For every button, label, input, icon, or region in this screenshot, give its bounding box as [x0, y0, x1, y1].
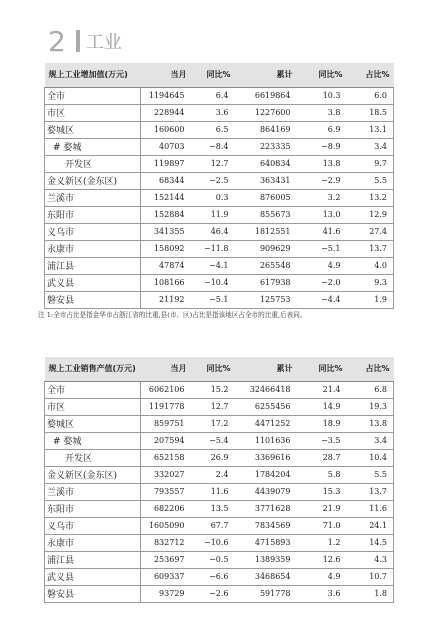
row-label: 开发区: [45, 155, 141, 172]
table-cell: 4471252: [235, 415, 297, 432]
table-cell: 0.3: [191, 189, 235, 206]
table-cell: 3.4: [347, 138, 394, 155]
row-label: 市区: [45, 398, 141, 415]
table-cell: 793557: [141, 483, 191, 500]
column-header: 当月: [141, 63, 191, 87]
table-row: [45, 172, 394, 189]
table-cell: 3.2: [297, 189, 347, 206]
table-cell: 6.5: [191, 121, 235, 138]
table-cell: 2.4: [191, 466, 235, 483]
table-cell: −2.0: [297, 274, 347, 291]
row-label: 永康市: [45, 240, 141, 257]
table-cell: −8.9: [297, 138, 347, 155]
table-cell: 160600: [141, 121, 191, 138]
table-row: [45, 223, 394, 240]
table-cell: 3.4: [347, 432, 394, 449]
table-cell: 71.0: [297, 517, 347, 534]
row-label: 浦江县: [45, 551, 141, 568]
row-label: 金义新区(金东区): [45, 172, 141, 189]
table-cell: −5.1: [191, 291, 235, 308]
table-cell: −2.6: [191, 585, 235, 602]
table-cell: 12.7: [191, 155, 235, 172]
table-cell: 909629: [235, 240, 297, 257]
table-cell: 26.9: [191, 449, 235, 466]
table-cell: 617938: [235, 274, 297, 291]
table-cell: 332027: [141, 466, 191, 483]
table-cell: 152884: [141, 206, 191, 223]
table-cell: 108166: [141, 274, 191, 291]
table-cell: 5.5: [347, 172, 394, 189]
header-label: 规上工业销售产值(万元): [45, 357, 141, 381]
table-cell: 40703: [141, 138, 191, 155]
table-row: [45, 415, 394, 432]
table-cell: 6.0: [347, 87, 394, 104]
table-cell: 1227600: [235, 104, 297, 121]
table-row: [45, 398, 394, 415]
table-footnote: 注 1:全市占比是指金华市占浙江省的比重,县(市、区)占比是指该地区占全市的比重,后表同。: [38, 311, 307, 319]
table-cell: 13.1: [347, 121, 394, 138]
table-cell: −2.9: [297, 172, 347, 189]
table-cell: −3.5: [297, 432, 347, 449]
row-label: 市区: [45, 104, 141, 121]
table-cell: 1101636: [235, 432, 297, 449]
table-cell: 253697: [141, 551, 191, 568]
table-cell: 652158: [141, 449, 191, 466]
table-cell: −2.5: [191, 172, 235, 189]
table-cell: 1784204: [235, 466, 297, 483]
row-label: 兰溪市: [45, 483, 141, 500]
table-cell: −6.6: [191, 568, 235, 585]
table-cell: 46.4: [191, 223, 235, 240]
table-row: [45, 551, 394, 568]
table-cell: 5.5: [347, 466, 394, 483]
row-label: 全市: [45, 381, 141, 398]
row-label: 金义新区(金东区): [45, 466, 141, 483]
table-row: [45, 240, 394, 257]
table-cell: 21.9: [297, 500, 347, 517]
column-header: 占比%: [347, 357, 394, 381]
row-label: 东阳市: [45, 206, 141, 223]
table-cell: −4.4: [297, 291, 347, 308]
table-cell: 13.2: [347, 189, 394, 206]
row-label: 全市: [45, 87, 141, 104]
table-cell: 10.4: [347, 449, 394, 466]
table-cell: 9.3: [347, 274, 394, 291]
table-cell: 158092: [141, 240, 191, 257]
table-cell: 207594: [141, 432, 191, 449]
table-row: [45, 500, 394, 517]
table-cell: 10.7: [347, 568, 394, 585]
table-row: [45, 291, 394, 308]
table-cell: 12.7: [191, 398, 235, 415]
column-header: 累计: [235, 357, 297, 381]
section-title: 工业: [85, 32, 122, 53]
table-row: [45, 381, 394, 398]
table-cell: 32466418: [235, 381, 297, 398]
table-cell: 363431: [235, 172, 297, 189]
row-label: 武义县: [45, 568, 141, 585]
table-cell: 24.1: [347, 517, 394, 534]
table-cell: 265548: [235, 257, 297, 274]
table-cell: 3.6: [191, 104, 235, 121]
column-header: 占比%: [347, 63, 394, 87]
table-cell: 13.5: [191, 500, 235, 517]
table-cell: 1191778: [141, 398, 191, 415]
table-cell: 13.0: [297, 206, 347, 223]
table-cell: 14.5: [347, 534, 394, 551]
table-cell: 12.6: [297, 551, 347, 568]
table-cell: −4.1: [191, 257, 235, 274]
table-cell: 4.3: [347, 551, 394, 568]
table-cell: 876005: [235, 189, 297, 206]
table-cell: 640834: [235, 155, 297, 172]
section-divider-bar: [76, 30, 80, 52]
table-cell: 6062106: [141, 381, 191, 398]
table-cell: −5.4: [191, 432, 235, 449]
table-cell: 13.7: [347, 240, 394, 257]
table-cell: 228944: [141, 104, 191, 121]
table-header-row: [45, 357, 394, 381]
table-cell: 3369616: [235, 449, 297, 466]
section-header: [48, 24, 122, 58]
table-cell: 152144: [141, 189, 191, 206]
table-cell: 28.7: [297, 449, 347, 466]
table-cell: 18.5: [347, 104, 394, 121]
row-label: # 婺城: [45, 138, 141, 155]
table-cell: 864169: [235, 121, 297, 138]
table-cell: 67.7: [191, 517, 235, 534]
table-row: [45, 257, 394, 274]
table-cell: 3.6: [297, 585, 347, 602]
table-row: [45, 432, 394, 449]
table-cell: 1.9: [347, 291, 394, 308]
table-row: [45, 155, 394, 172]
table-cell: 1.2: [297, 534, 347, 551]
table-row: [45, 585, 394, 602]
section-number: 2: [48, 24, 66, 58]
column-header: 同比%: [297, 357, 347, 381]
row-label: 义乌市: [45, 223, 141, 240]
table-cell: 1812551: [235, 223, 297, 240]
table-cell: 11.9: [191, 206, 235, 223]
table-row: [45, 189, 394, 206]
column-header: 同比%: [297, 63, 347, 87]
table-cell: 15.2: [191, 381, 235, 398]
table-cell: 68344: [141, 172, 191, 189]
industrial-sales-output-table: [44, 357, 394, 603]
table-row: [45, 274, 394, 291]
table-cell: −8.4: [191, 138, 235, 155]
row-label: 开发区: [45, 449, 141, 466]
table-cell: 6.9: [297, 121, 347, 138]
row-label: 武义县: [45, 274, 141, 291]
table-cell: 10.3: [297, 87, 347, 104]
table-row: [45, 206, 394, 223]
table-cell: 1389359: [235, 551, 297, 568]
table-cell: 21192: [141, 291, 191, 308]
row-label: # 婺城: [45, 432, 141, 449]
table-cell: 6.8: [347, 381, 394, 398]
table-cell: 1605090: [141, 517, 191, 534]
table-cell: 591778: [235, 585, 297, 602]
table-cell: −10.6: [191, 534, 235, 551]
table-cell: 18.9: [297, 415, 347, 432]
row-label: 东阳市: [45, 500, 141, 517]
table-cell: 4439079: [235, 483, 297, 500]
table-row: [45, 138, 394, 155]
table-cell: 3771628: [235, 500, 297, 517]
table-cell: 6619864: [235, 87, 297, 104]
table-cell: 223335: [235, 138, 297, 155]
table-cell: 609337: [141, 568, 191, 585]
row-label: 永康市: [45, 534, 141, 551]
row-label: 磐安县: [45, 291, 141, 308]
row-label: 兰溪市: [45, 189, 141, 206]
table-row: [45, 87, 394, 104]
row-label: 婺城区: [45, 121, 141, 138]
table-cell: −0.5: [191, 551, 235, 568]
row-label: 义乌市: [45, 517, 141, 534]
table-cell: 6.4: [191, 87, 235, 104]
table-cell: 9.7: [347, 155, 394, 172]
table-cell: 15.3: [297, 483, 347, 500]
table-cell: 682206: [141, 500, 191, 517]
table-cell: 4.9: [297, 568, 347, 585]
table-cell: 125753: [235, 291, 297, 308]
table-cell: 4715893: [235, 534, 297, 551]
table-cell: 11.6: [347, 500, 394, 517]
table-cell: 47874: [141, 257, 191, 274]
table-cell: 859751: [141, 415, 191, 432]
table-cell: 832712: [141, 534, 191, 551]
column-header: 累计: [235, 63, 297, 87]
table-cell: 11.6: [191, 483, 235, 500]
table-cell: 341355: [141, 223, 191, 240]
table-row: [45, 121, 394, 138]
table-cell: 5.8: [297, 466, 347, 483]
header-label: 规上工业增加值(万元): [45, 63, 141, 87]
industrial-value-added-table: [44, 63, 394, 309]
table-row: [45, 568, 394, 585]
row-label: 婺城区: [45, 415, 141, 432]
table-cell: −5.1: [297, 240, 347, 257]
table-cell: −11.8: [191, 240, 235, 257]
table-cell: 93729: [141, 585, 191, 602]
table-cell: 13.8: [347, 415, 394, 432]
table-cell: 3.8: [297, 104, 347, 121]
table-cell: 3468654: [235, 568, 297, 585]
table-cell: 19.3: [347, 398, 394, 415]
table-cell: 4.0: [347, 257, 394, 274]
table-cell: 27.4: [347, 223, 394, 240]
table-row: [45, 483, 394, 500]
column-header: 同比%: [191, 63, 235, 87]
table-cell: 13.8: [297, 155, 347, 172]
table-cell: 855673: [235, 206, 297, 223]
table-row: [45, 449, 394, 466]
table-cell: 1194645: [141, 87, 191, 104]
table-cell: 17.2: [191, 415, 235, 432]
table-row: [45, 517, 394, 534]
table-row: [45, 466, 394, 483]
table-cell: 119897: [141, 155, 191, 172]
column-header: 同比%: [191, 357, 235, 381]
table-row: [45, 104, 394, 121]
table-cell: 4.9: [297, 257, 347, 274]
table-cell: 12.9: [347, 206, 394, 223]
row-label: 浦江县: [45, 257, 141, 274]
column-header: 当月: [141, 357, 191, 381]
table-cell: 21.4: [297, 381, 347, 398]
row-label: 磐安县: [45, 585, 141, 602]
table-row: [45, 534, 394, 551]
table-cell: 14.9: [297, 398, 347, 415]
table-cell: 1.8: [347, 585, 394, 602]
table-cell: 7834569: [235, 517, 297, 534]
table-header-row: [45, 63, 394, 87]
table-cell: −10.4: [191, 274, 235, 291]
table-cell: 41.6: [297, 223, 347, 240]
table-cell: 13.7: [347, 483, 394, 500]
table-cell: 6255456: [235, 398, 297, 415]
